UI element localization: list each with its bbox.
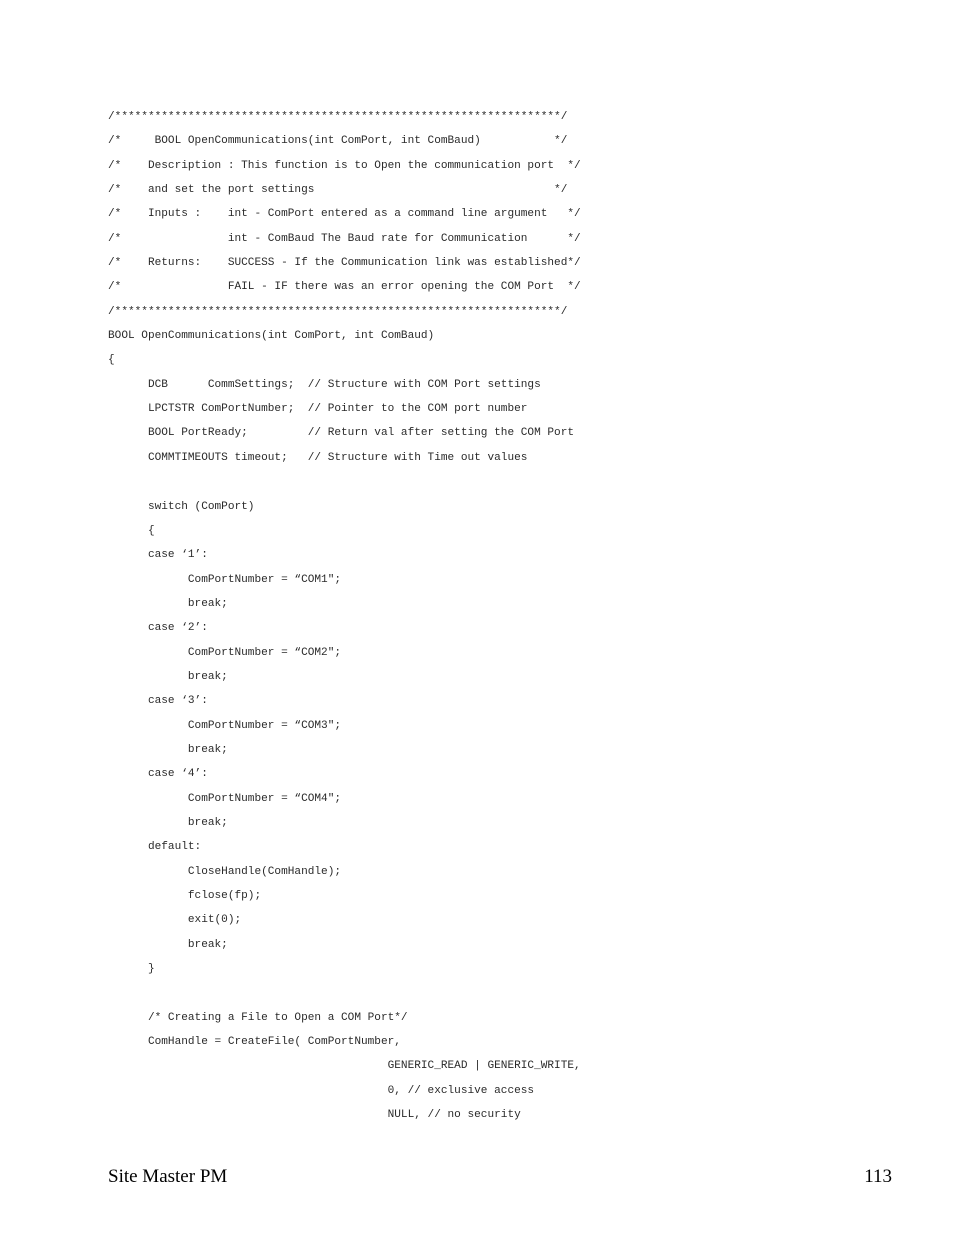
code-line: break; <box>108 670 228 683</box>
code-line: ComHandle = CreateFile( ComPortNumber, <box>108 1036 401 1049</box>
code-line: ComPortNumber = “COM3"; <box>108 719 342 732</box>
code-line: { <box>108 354 115 367</box>
code-line: /* int - ComBaud The Baud rate for Communication */ <box>108 232 581 245</box>
code-line: exit(0); <box>108 914 242 927</box>
code-line: } <box>108 963 155 976</box>
code-line: NULL, // no security <box>108 1109 521 1122</box>
code-line: GENERIC_READ | GENERIC_WRITE, <box>108 1060 581 1073</box>
code-line: break; <box>108 816 228 829</box>
code-line: /*******************************************************************/ <box>108 111 568 123</box>
code-line <box>108 986 668 1010</box>
code-line: case ‘4’: <box>108 768 208 781</box>
code-line: BOOL OpenCommunications(int ComPort, int ComBaud) <box>108 330 435 343</box>
code-line: /* Description : This function is to Open the communication port */ <box>108 159 581 172</box>
code-line: case ‘2’: <box>108 622 208 635</box>
code-line: CloseHandle(ComHandle); <box>108 865 342 878</box>
code-line: /* Creating a File to Open a COM Port*/ <box>108 1011 408 1024</box>
code-line: ComPortNumber = “COM2"; <box>108 646 342 659</box>
code-line: default: <box>108 841 202 854</box>
code-line: break; <box>108 938 228 951</box>
code-line: DCB CommSettings; // Structure with COM Port settings <box>108 378 541 391</box>
code-line: case ‘1’: <box>108 549 208 562</box>
page-number: 113 <box>864 1166 892 1187</box>
code-line: case ‘3’: <box>108 695 208 708</box>
code-line <box>108 475 668 499</box>
code-line: COMMTIMEOUTS timeout; // Structure with Time out values <box>108 451 528 464</box>
code-line: { <box>108 524 155 537</box>
code-line: /*******************************************************************/ <box>108 305 568 318</box>
code-line: /* and set the port settings */ <box>108 184 568 197</box>
code-line: LPCTSTR ComPortNumber; // Pointer to the COM port number <box>108 403 528 416</box>
code-line: ComPortNumber = “COM1"; <box>108 573 342 586</box>
code-line: 0, // exclusive access <box>108 1084 535 1097</box>
code-line: BOOL PortReady; // Return val after setting the COM Port <box>108 427 575 440</box>
code-line: /* Inputs : int - ComPort entered as a command line argument */ <box>108 208 581 221</box>
code-line: /* Returns: SUCCESS - If the Communication link was established*/ <box>108 257 581 270</box>
code-line: /* FAIL - IF there was an error opening the COM Port */ <box>108 281 581 294</box>
code-line: ComPortNumber = “COM4"; <box>108 792 342 805</box>
code-line: switch (ComPort) <box>108 500 255 513</box>
code-line: /* BOOL OpenCommunications(int ComPort, int ComBaud) */ <box>108 135 568 148</box>
footer-title: Site Master PM <box>108 1166 228 1187</box>
code-listing <box>108 110 668 1132</box>
code-line: fclose(fp); <box>108 890 262 902</box>
code-line: break; <box>108 597 228 610</box>
code-line: break; <box>108 743 228 756</box>
